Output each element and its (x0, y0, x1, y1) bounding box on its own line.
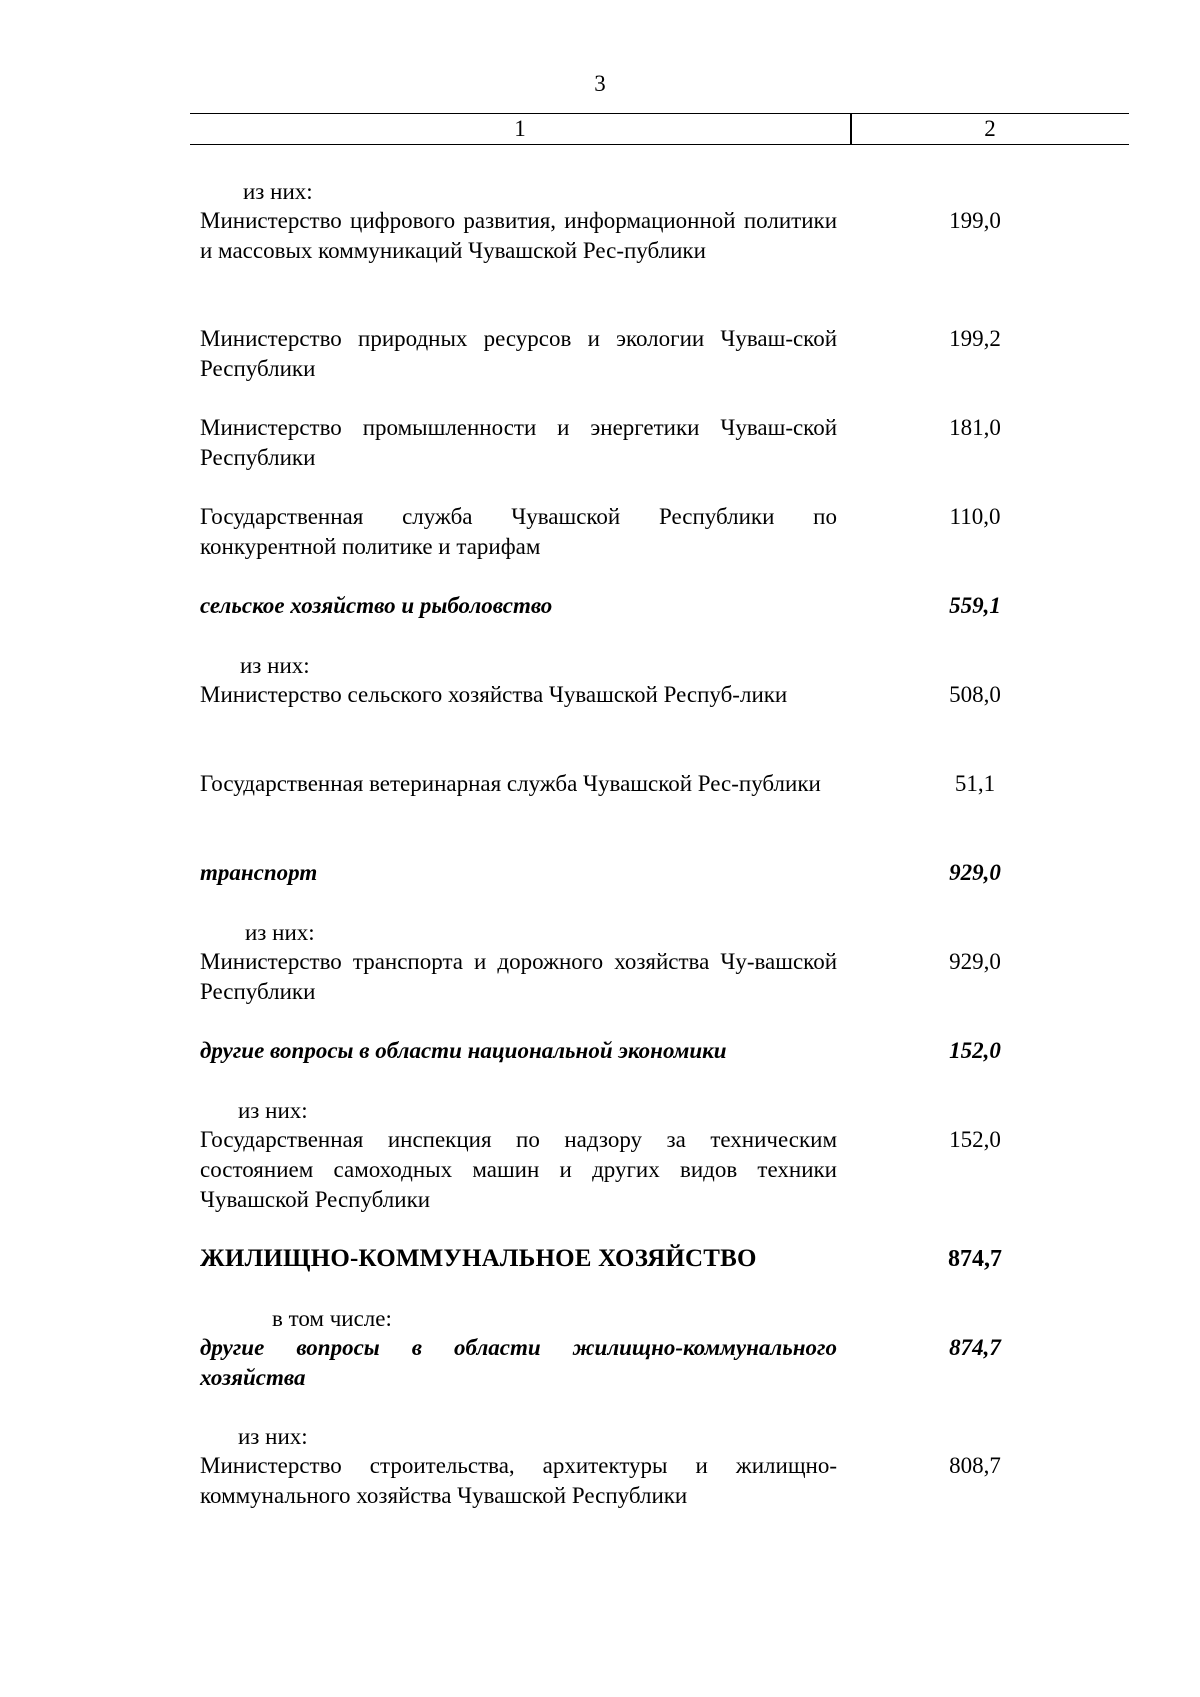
row-value: 51,1 (954, 771, 996, 796)
subsection-value: 874,7 (949, 1335, 1001, 1360)
subsection-title: другие вопросы в области жилищно-коммунального хозяйства (200, 1335, 837, 1390)
subsection-title: сельское хозяйство и рыболовство (200, 593, 553, 618)
subsection-title: другие вопросы в области национальной экономики (200, 1038, 727, 1063)
page-number: 3 (594, 71, 606, 96)
row-text: Министерство природных ресурсов и экологии Чуваш-ской Республики (200, 326, 837, 381)
section-title: ЖИЛИЩНО-КОММУНАЛЬНОЕ ХОЗЯЙСТВО (200, 1245, 757, 1272)
row-prefix: из них: (238, 1098, 308, 1123)
row-value: 199,2 (949, 326, 1001, 351)
row-value: 181,0 (949, 415, 1001, 440)
row-value: 508,0 (949, 682, 1001, 707)
subsection-value: 929,0 (949, 860, 1001, 885)
row-text: Министерство строительства, архитектуры и жилищно-коммунального хозяйства Чувашской Республики (200, 1453, 837, 1508)
row-prefix: из них: (238, 1424, 308, 1449)
row-text: Государственная инспекция по надзору за техническим состоянием самоходных машин и других видов техники Чувашской Республики (200, 1127, 837, 1212)
subsection-value: 152,0 (949, 1038, 1001, 1063)
row-text: Государственная служба Чувашской Республики по конкурентной политике и тарифам (200, 504, 837, 559)
row-prefix: из них: (240, 653, 310, 678)
row-text: Государственная ветеринарная служба Чувашской Рес-публики (200, 771, 821, 796)
row-prefix: из них: (243, 179, 313, 204)
row-value: 929,0 (949, 949, 1001, 974)
header-col-1: 1 (514, 116, 526, 141)
header-col-2: 2 (984, 116, 996, 141)
row-value: 152,0 (949, 1127, 1001, 1152)
row-text: Министерство цифрового развития, информационной политики и массовых коммуникаций Чувашской Рес-публики (200, 208, 837, 263)
row-value: 110,0 (949, 504, 1001, 529)
row-text: Министерство сельского хозяйства Чувашской Респуб-лики (200, 682, 788, 707)
row-value: 199,0 (949, 208, 1001, 233)
row-text: Министерство транспорта и дорожного хозяйства Чу-вашской Республики (200, 949, 837, 1004)
section-value: 874,7 (948, 1246, 1002, 1272)
row-prefix: в том числе: (272, 1306, 392, 1331)
row-text: Министерство промышленности и энергетики Чуваш-ской Республики (200, 415, 837, 470)
subsection-value: 559,1 (949, 593, 1001, 618)
subsection-title: транспорт (200, 860, 318, 885)
row-value: 808,7 (949, 1453, 1001, 1478)
row-prefix: из них: (245, 920, 315, 945)
